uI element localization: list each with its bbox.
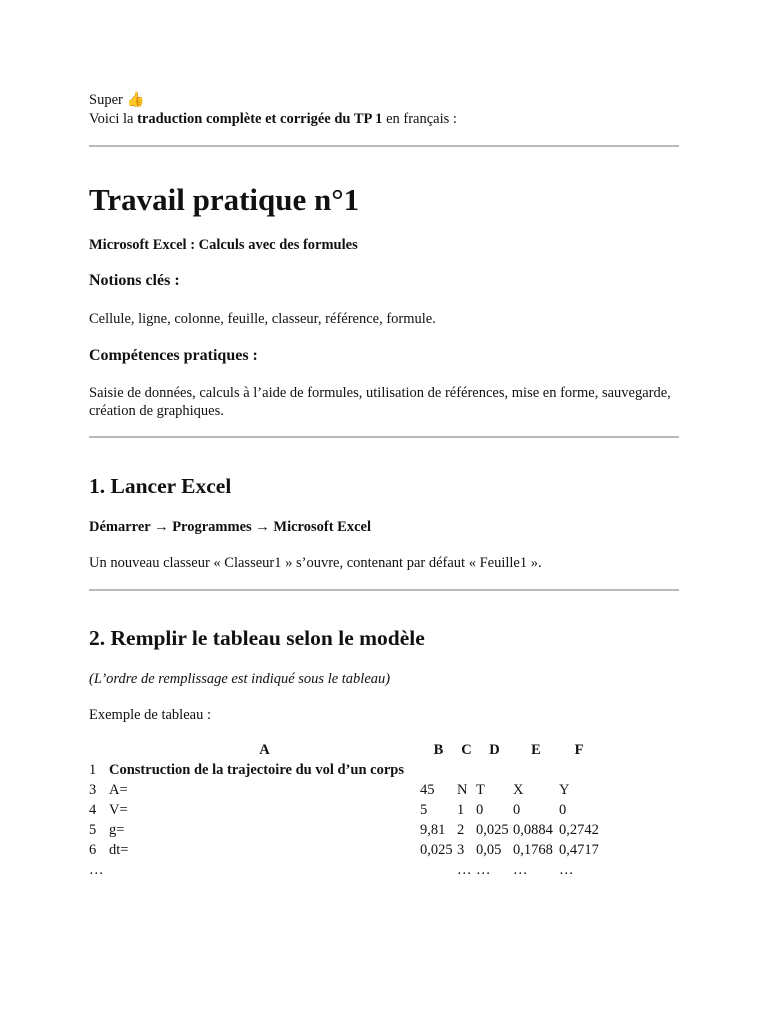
section-1-text: Un nouveau classeur « Classeur1 » s’ouvre, contenant par défaut « Feuille1 ».	[89, 555, 542, 571]
header-cell-b: B	[433, 742, 444, 758]
cell-a: g=	[109, 822, 125, 838]
cell-f: 0	[559, 802, 567, 818]
table-row	[89, 780, 599, 800]
row-number: 5	[89, 822, 97, 838]
table-title-row	[89, 760, 599, 780]
section-2-heading: 2. Remplir le tableau selon le modèle	[89, 626, 425, 650]
cell-d: …	[476, 862, 491, 878]
header-cell-e: E	[531, 742, 541, 758]
notions-heading: Notions clés :	[89, 272, 180, 289]
cell-c: …	[457, 862, 472, 878]
header-cell-rownum	[89, 740, 109, 760]
page-subtitle: Microsoft Excel : Calculs avec des formules	[89, 237, 358, 253]
cell-e: X	[513, 782, 524, 798]
header-cell-c: C	[461, 742, 472, 758]
intro-line-2-post: en français :	[382, 111, 457, 127]
example-table	[89, 740, 599, 880]
header-cell-a: A	[259, 742, 270, 758]
cell-d: T	[476, 782, 485, 798]
page-title: Travail pratique n°1	[89, 182, 360, 217]
section-1-heading: 1. Lancer Excel	[89, 474, 232, 498]
divider-1	[89, 145, 679, 147]
cell-c: 2	[457, 822, 465, 838]
cell-f: 0,4717	[559, 842, 599, 858]
cell-c: 1	[457, 802, 465, 818]
intro	[89, 91, 457, 129]
table-row	[89, 860, 599, 880]
notions-text: Cellule, ligne, colonne, feuille, classeur, référence, formule.	[89, 311, 436, 327]
cell-e: …	[513, 862, 528, 878]
intro-line-2-bold: traduction complète et corrigée du TP 1	[137, 111, 383, 127]
cell-b: 9,81	[420, 822, 446, 838]
intro-line-1: Super 👍	[89, 92, 145, 108]
cell-c: N	[457, 782, 468, 798]
table-row	[89, 800, 599, 820]
cell-d: 0,05	[476, 842, 502, 858]
cell-a: dt=	[109, 842, 129, 858]
cell-f: 0,2742	[559, 822, 599, 838]
cell-f: …	[559, 862, 574, 878]
section-2-note: (L’ordre de remplissage est indiqué sous le tableau)	[89, 671, 391, 687]
row-number: 4	[89, 802, 97, 818]
table-header-row	[89, 740, 599, 760]
cell-a	[109, 860, 420, 880]
divider-2	[89, 436, 679, 438]
section-1-path: Démarrer → Programmes → Microsoft Excel	[89, 519, 371, 535]
cell-b: 0,025	[420, 842, 453, 858]
row-number: 3	[89, 782, 97, 798]
cell-e: 0,1768	[513, 842, 553, 858]
cell-a: A=	[109, 782, 128, 798]
cell-c: 3	[457, 842, 465, 858]
competences-heading: Compétences pratiques :	[89, 347, 258, 364]
header-cell-d: D	[489, 742, 500, 758]
cell-b: 5	[420, 802, 428, 818]
cell-b: 45	[420, 782, 435, 798]
competences-text: Saisie de données, calculs à l’aide de formules, utilisation de références, mise en forme, sauvegarde, création de graphiques.	[89, 385, 671, 419]
intro-line-2	[89, 110, 457, 129]
example-label: Exemple de tableau :	[89, 707, 211, 723]
cell-d: 0,025	[476, 822, 509, 838]
table-title-cell: Construction de la trajectoire du vol d’un corps	[109, 762, 404, 778]
divider-3	[89, 589, 679, 591]
cell-d: 0	[476, 802, 484, 818]
cell-f: Y	[559, 782, 570, 798]
cell-e: 0	[513, 802, 521, 818]
cell-e: 0,0884	[513, 822, 553, 838]
row-number: 6	[89, 842, 97, 858]
cell-a: V=	[109, 802, 128, 818]
table-row	[89, 820, 599, 840]
table-row	[89, 840, 599, 860]
row-number: 1	[89, 762, 97, 778]
cell-b	[420, 860, 457, 880]
row-number: …	[89, 862, 104, 878]
intro-line-2-pre: Voici la	[89, 111, 138, 127]
header-cell-f: F	[574, 742, 584, 758]
